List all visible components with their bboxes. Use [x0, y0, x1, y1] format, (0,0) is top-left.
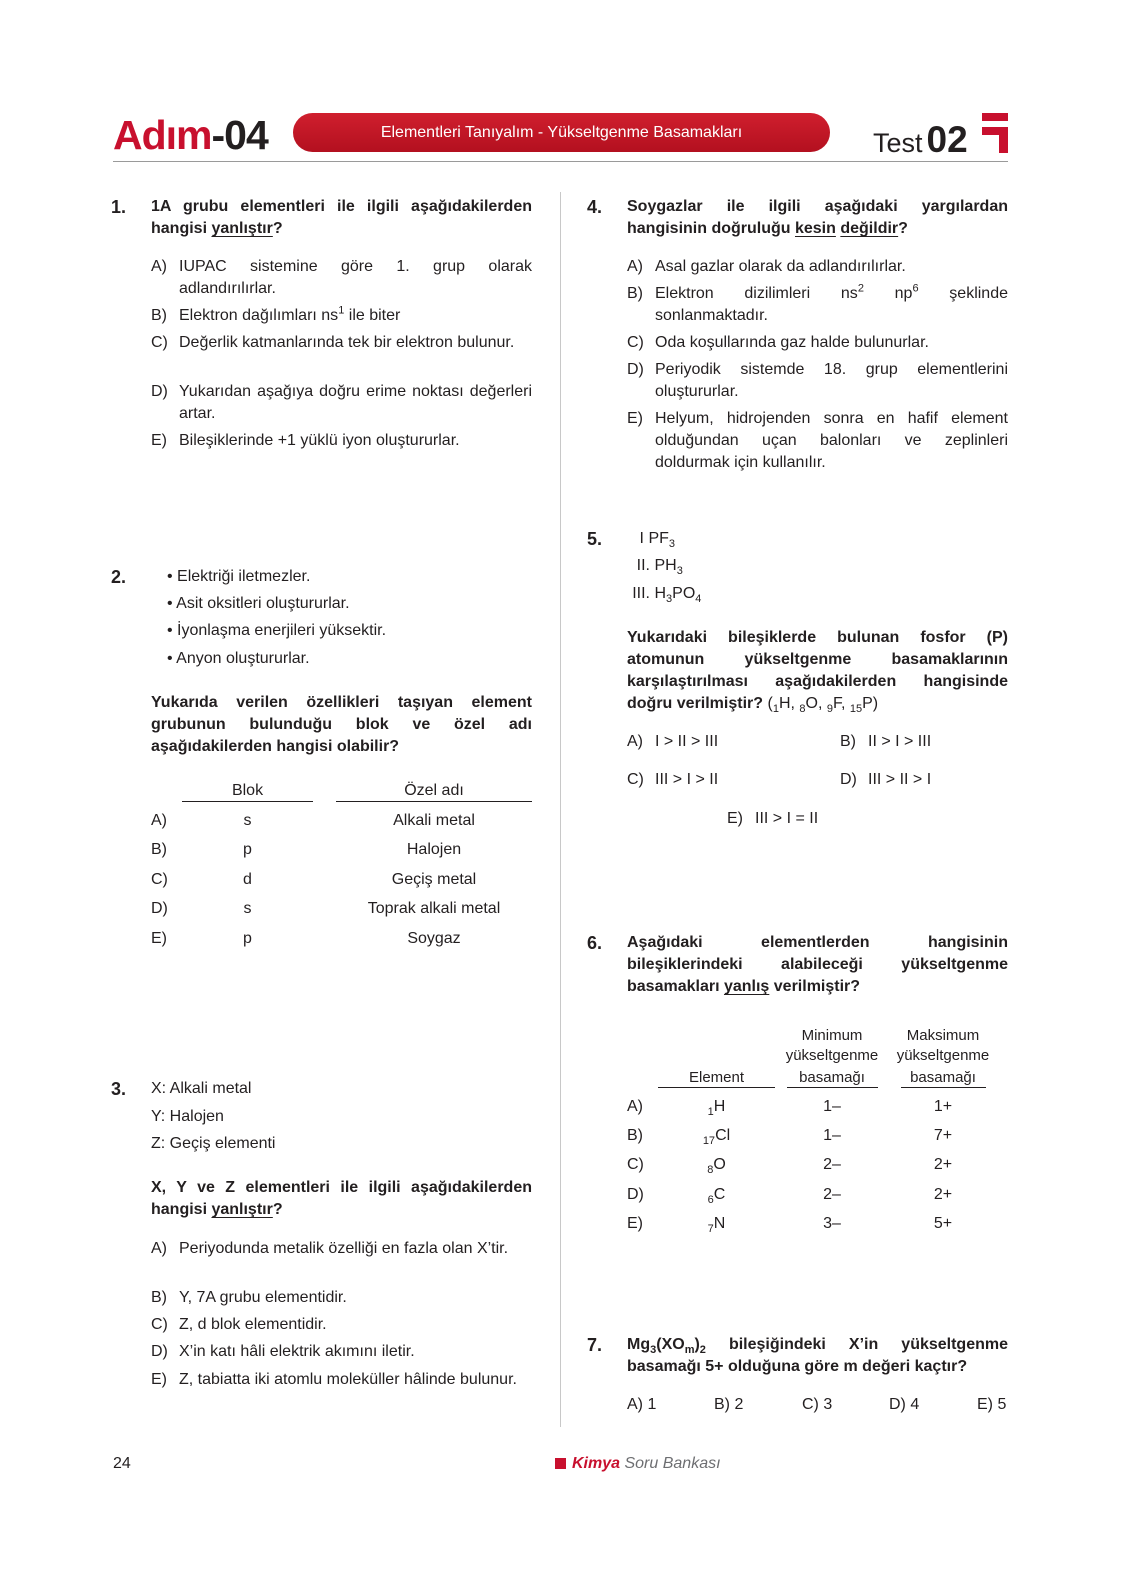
element-symbol: C: [713, 1186, 726, 1203]
q1-stem-text: 1A grubu elementleri ile ilgili aşağıdakilerden hangisi: [151, 198, 532, 237]
subscript: 17: [702, 1135, 716, 1148]
subscript: 3: [666, 593, 673, 606]
option-text: Oda koşullarında gaz halde bulunurlar.: [655, 334, 929, 351]
q6-row-element: [658, 1125, 775, 1147]
q6-number: 6.: [587, 933, 603, 953]
subscript: 3: [650, 1344, 657, 1357]
roman-numeral: I: [639, 530, 644, 547]
q2-row-ozel: Toprak alkali metal: [367, 900, 501, 917]
section-banner: [293, 113, 830, 152]
option-text: Periyodik sistemde 18. grup elementlerini oluştururlar.: [655, 361, 1008, 400]
option-text: Yukarıdan aşağıya doğru erime noktası değerleri artar.: [179, 383, 532, 422]
option-letter: A): [151, 258, 167, 275]
adim-logo: [113, 113, 268, 157]
q6-row-max: 7+: [933, 1127, 953, 1144]
q1-stem-underlined: yanlıştır: [211, 220, 273, 237]
option-letter: D): [151, 383, 168, 400]
formula-part: ): [694, 1336, 700, 1353]
q2-row-letter[interactable]: B): [151, 841, 167, 858]
subscript: 3: [668, 538, 676, 551]
q5-stem-text: Yukarıdaki bileşiklerde bulunan fosfor (P) atomunun yükseltgenme basamaklarının karşılaştırılması aşağıdakilerden hangisinde doğru verilmiştir?: [627, 629, 1008, 712]
q6-stem: [627, 932, 1008, 998]
q6-row-element: [658, 1154, 775, 1176]
q6-row-letter[interactable]: D): [627, 1186, 644, 1203]
q2-bullet: • Asit oksitleri oluştururlar.: [167, 595, 350, 612]
q2-header-blok: Blok: [231, 782, 264, 799]
q7-number: 7.: [587, 1335, 603, 1355]
subscript: m: [684, 1344, 695, 1357]
option-text: Periyodunda metalik özelliği en fazla olan X’tir.: [179, 1240, 509, 1257]
q3-number: 3.: [111, 1079, 127, 1099]
option-text: Bileşiklerinde +1 yüklü iyon oluştururlar.: [179, 432, 460, 449]
q4-option-c[interactable]: [627, 332, 1008, 354]
q6-header-rule: [658, 1087, 775, 1088]
column-divider: [560, 192, 561, 1427]
option-text-part: şeklinde sonlanmaktadır.: [655, 285, 1008, 324]
option-letter: A): [627, 258, 643, 275]
test-label: [873, 120, 968, 163]
q3-stem: [151, 1177, 532, 1221]
q6-row-max: 2+: [933, 1186, 953, 1203]
q5-number: 5.: [587, 529, 603, 549]
option-letter: B): [151, 307, 167, 324]
q2-row-ozel: Halojen: [406, 841, 462, 858]
q4-option-d[interactable]: [627, 359, 1008, 403]
q7-option-c[interactable]: C) 3: [802, 1396, 833, 1413]
superscript: 2: [857, 282, 864, 295]
q2-row-blok: p: [243, 841, 252, 858]
option-letter: D): [151, 1343, 168, 1360]
q3-stem-underlined: yanlıştır: [211, 1201, 273, 1218]
q1-stem-end: ?: [272, 220, 283, 237]
header-line: basamağı: [910, 1069, 976, 1086]
superscript: 6: [912, 282, 919, 295]
q3-stem-text: X, Y ve Z elementleri ile ilgili aşağıdakilerden hangisi: [151, 1179, 532, 1218]
header-line: yükseltgenme: [785, 1047, 879, 1064]
q5-option-c[interactable]: [627, 769, 718, 791]
q6-row-letter[interactable]: B): [627, 1127, 643, 1144]
q5-given-atomic-numbers: [767, 695, 879, 716]
given-part: F,: [832, 695, 850, 712]
subscript: 1: [707, 1106, 714, 1119]
option-text: Z, d blok elementidir.: [179, 1316, 327, 1333]
q5-option-d[interactable]: [840, 769, 931, 791]
q2-bullet: • İyonlaşma enerjileri yüksektir.: [167, 622, 387, 639]
q2-header-rule: [182, 801, 313, 802]
book-footer: [555, 1453, 721, 1475]
option-letter: B): [151, 1289, 167, 1306]
option-letter: B): [627, 285, 643, 302]
roman-numeral: II.: [636, 557, 650, 574]
q4-option-a[interactable]: [627, 256, 1008, 278]
given-part: (: [767, 695, 773, 712]
q6-stem-text: Aşağıdaki elementlerden hangisinin bileşiklerindeki alabileceği yükseltgenme basamakları: [627, 934, 1008, 995]
option-letter: C): [151, 1316, 168, 1333]
formula-part: (XO: [656, 1336, 685, 1353]
q6-stem-underlined: yanlış: [723, 978, 770, 995]
element-symbol: N: [713, 1215, 726, 1232]
q6-header-rule: [787, 1087, 878, 1088]
q4-number: 4.: [587, 197, 603, 217]
option-text: III > II > I: [868, 771, 932, 788]
option-letter: C): [151, 334, 168, 351]
q6-header-max: [889, 1026, 997, 1088]
q3-option-a[interactable]: [151, 1238, 532, 1260]
superscript: 1: [338, 304, 345, 317]
option-text: Helyum, hidrojenden sonra en hafif element olduğundan uçan balonları ve zeplinleri doldurmak için kullanılır.: [655, 410, 1008, 471]
option-text: Asal gazlar olarak da adlandırılırlar.: [655, 258, 906, 275]
q6-row-min: 3–: [823, 1215, 841, 1232]
q1-option-e[interactable]: [151, 430, 532, 452]
test-word: Test: [873, 128, 923, 158]
q3-option-e[interactable]: [151, 1369, 532, 1391]
q6-row-min: 2–: [823, 1186, 841, 1203]
q3-given: Z: Geçiş elementi: [151, 1135, 276, 1152]
q6-row-letter[interactable]: A): [627, 1098, 643, 1115]
q3-stem-end: ?: [272, 1201, 283, 1218]
q3-option-d[interactable]: [151, 1341, 532, 1363]
q6-row-element: [658, 1213, 775, 1235]
q2-header-ozel: Özel adı: [404, 782, 464, 799]
banner-title: Elementleri Tanıyalım - Yükseltgenme Basamakları: [380, 123, 743, 141]
q7-option-b[interactable]: B) 2: [714, 1396, 744, 1413]
q4-option-b[interactable]: [627, 283, 1008, 327]
option-text: III > I = II: [755, 810, 819, 827]
element-symbol: O: [713, 1156, 726, 1173]
q5-compound: [622, 528, 762, 550]
q6-row-min: 1–: [823, 1127, 841, 1144]
subscript: 4: [695, 593, 702, 606]
option-text: IUPAC sistemine göre 1. grup olarak adlandırılırlar.: [179, 258, 532, 297]
option-letter: E): [727, 810, 743, 827]
logo-number: -04: [211, 112, 268, 158]
q6-row-element: [658, 1096, 775, 1118]
q2-row-blok: s: [243, 900, 252, 917]
q2-header-rule: [336, 801, 532, 802]
option-text: [179, 305, 532, 327]
option-text-part: Elektron dizilimleri ns: [655, 285, 858, 302]
option-letter: E): [151, 432, 167, 449]
q4-stem: [627, 196, 1008, 240]
option-letter: C): [627, 334, 644, 351]
given-part: O,: [805, 695, 827, 712]
header-line: yükseltgenme: [896, 1047, 990, 1064]
option-text: I > II > III: [655, 733, 719, 750]
option-text: II > I > III: [868, 733, 932, 750]
brand-mark-icon: [982, 113, 1008, 153]
subscript: 6: [707, 1194, 714, 1207]
q4-stem-end: ?: [898, 220, 908, 237]
q2-row-letter[interactable]: C): [151, 871, 168, 888]
q1-option-c[interactable]: [151, 332, 532, 354]
q6-row-letter[interactable]: E): [627, 1215, 643, 1232]
q5-option-e[interactable]: [727, 808, 818, 830]
q2-number: 2.: [111, 567, 127, 587]
q3-given: Y: Halojen: [151, 1108, 224, 1125]
q3-option-b[interactable]: [151, 1287, 532, 1309]
option-text: Z, tabiatta iki atomlu moleküller hâlinde bulunur.: [179, 1371, 517, 1388]
q2-row-blok: d: [243, 871, 252, 888]
formula-part: PH: [654, 557, 677, 574]
q2-row-ozel: Alkali metal: [393, 812, 475, 829]
q2-bullet: • Anyon oluştururlar.: [167, 650, 310, 667]
q2-row-letter[interactable]: D): [151, 900, 168, 917]
q6-row-max: 1+: [933, 1098, 953, 1115]
q1-number: 1.: [111, 197, 127, 217]
header-line: basamağı: [799, 1069, 865, 1086]
option-text: Y, 7A grubu elementidir.: [179, 1289, 347, 1306]
option-text: [655, 283, 1008, 327]
option-text-part: Elektron dağılımları ns: [179, 307, 339, 324]
logo-word: Adım: [113, 112, 212, 158]
q1-option-d[interactable]: [151, 381, 532, 425]
test-number: 02: [926, 119, 968, 160]
q6-header-min: [778, 1026, 886, 1088]
q6-header-rule: [901, 1087, 986, 1088]
q5-stem: [627, 627, 1008, 715]
subscript: 7: [707, 1223, 714, 1236]
q7-option-a[interactable]: A) 1: [627, 1396, 657, 1413]
option-text-part: ile biter: [344, 307, 401, 324]
subscript: 15: [849, 703, 863, 716]
q2-row-blok: p: [243, 930, 252, 947]
option-text: X’in katı hâli elektrik akımını iletir.: [179, 1343, 415, 1360]
given-part: H,: [778, 695, 800, 712]
q5-option-a[interactable]: [627, 731, 718, 753]
option-letter: D): [840, 771, 857, 788]
q6-row-min: 1–: [823, 1098, 841, 1115]
formula-part: H: [654, 585, 667, 602]
q5-compound: [622, 583, 782, 605]
formula-part: PF: [648, 530, 669, 547]
given-part: P): [862, 695, 879, 712]
q6-stem-end: verilmiştir?: [769, 978, 861, 995]
header-line: Maksimum: [906, 1027, 980, 1044]
q2-row-letter[interactable]: E): [151, 930, 167, 947]
q2-row-letter[interactable]: A): [151, 812, 167, 829]
q1-stem: [151, 196, 532, 240]
page-number: 24: [113, 1455, 131, 1472]
q4-option-e[interactable]: [627, 408, 1008, 474]
header-line: Minimum: [801, 1027, 863, 1044]
q7-option-e[interactable]: E) 5: [977, 1396, 1007, 1413]
element-symbol: H: [713, 1098, 726, 1115]
q1-option-a[interactable]: [151, 256, 532, 300]
q4-stem-underlined: kesin: [794, 220, 836, 237]
option-letter: A): [151, 1240, 167, 1257]
q7-stem-text: bileşiğindeki X’in yükseltgenme basamağı 5+ olduğuna göre m değeri kaçtır?: [627, 1336, 1008, 1375]
subscript: 3: [676, 565, 683, 578]
q6-row-element: [658, 1184, 775, 1206]
roman-numeral: III.: [632, 585, 650, 602]
q6-row-letter[interactable]: C): [627, 1156, 644, 1173]
option-letter: C): [627, 771, 644, 788]
header-rule: [113, 161, 1008, 162]
q5-option-b[interactable]: [840, 731, 931, 753]
q5-compound: [622, 555, 762, 577]
book-name: Soru Bankası: [620, 1455, 721, 1472]
q4-stem-text: Soygazlar ile ilgili aşağıdaki yargılardan hangisinin doğruluğu: [627, 198, 1008, 237]
formula-part: PO: [672, 585, 696, 602]
q3-given: X: Alkali metal: [151, 1080, 252, 1097]
option-text-part: np: [863, 285, 913, 302]
q2-row-ozel: Soygaz: [407, 930, 461, 947]
q7-option-d[interactable]: D) 4: [889, 1396, 920, 1413]
q2-row-ozel: Geçiş metal: [391, 871, 477, 888]
q6-row-max: 2+: [933, 1156, 953, 1173]
red-square-icon: [555, 1458, 566, 1469]
subscript: 8: [707, 1164, 714, 1177]
q6-header-element: Element: [688, 1069, 745, 1086]
q2-stem: Yukarıda verilen özellikleri taşıyan element grubunun bulunduğu blok ve özel adı aşağıdakilerden hangisi olabilir?: [151, 694, 532, 755]
q6-row-max: 5+: [933, 1215, 953, 1232]
subscript: 9: [826, 703, 833, 716]
option-letter: E): [151, 1371, 167, 1388]
option-letter: B): [840, 733, 856, 750]
option-letter: E): [627, 410, 643, 427]
subject-name: Kimya: [572, 1455, 621, 1472]
option-text: Değerlik katmanlarında tek bir elektron bulunur.: [179, 334, 515, 351]
q4-stem-underlined: değildir: [840, 220, 899, 237]
subscript: 8: [799, 703, 806, 716]
subscript: 2: [699, 1344, 706, 1357]
q2-bullet: • Elektriği iletmezler.: [167, 568, 311, 585]
element-symbol: Cl: [715, 1127, 731, 1144]
q2-row-blok: s: [243, 812, 252, 829]
option-letter: A): [627, 733, 643, 750]
q6-row-min: 2–: [823, 1156, 841, 1173]
q1-option-b[interactable]: [151, 305, 532, 327]
formula-part: Mg: [627, 1336, 651, 1353]
q7-stem: [627, 1334, 1008, 1378]
subscript: 1: [772, 703, 779, 716]
option-letter: D): [627, 361, 644, 378]
option-text: III > I > II: [655, 771, 719, 788]
q3-option-c[interactable]: [151, 1314, 532, 1336]
